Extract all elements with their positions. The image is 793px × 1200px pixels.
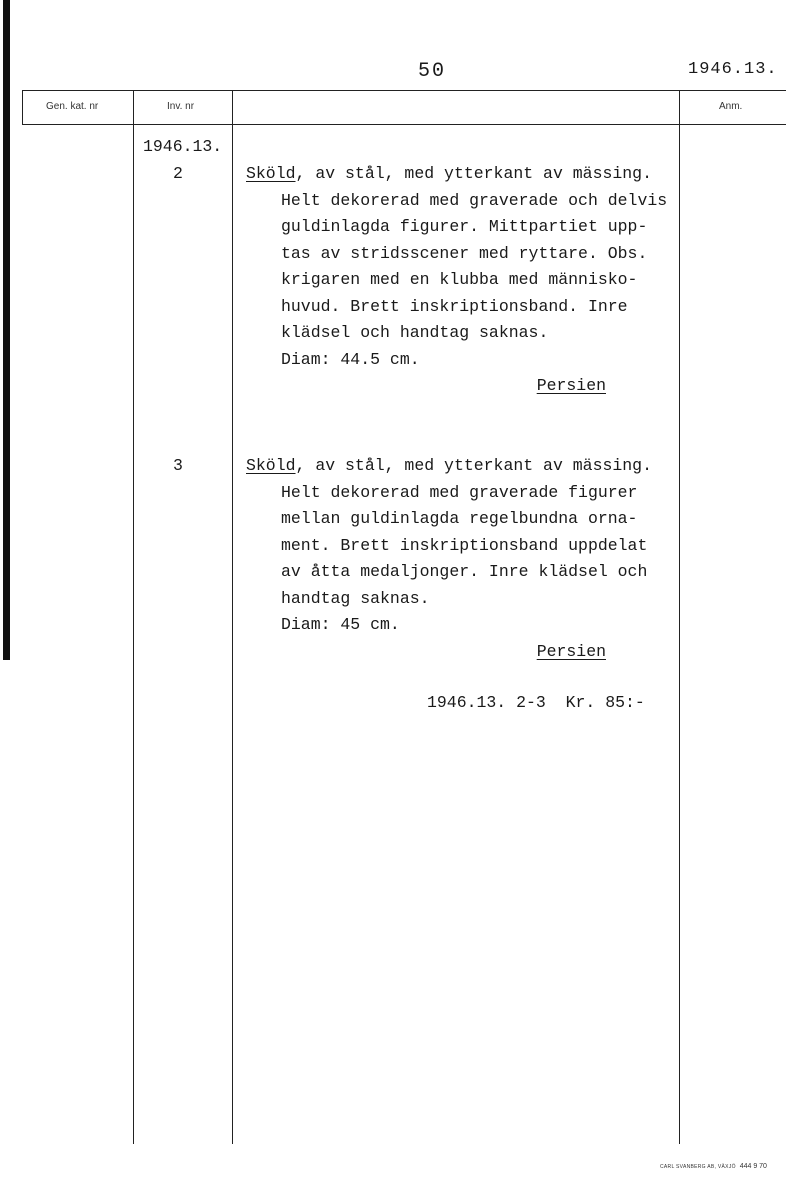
entry-line: Helt dekorerad med graverade och delvis — [281, 190, 668, 210]
entry-first-line-rest: , av stål, med ytterkant av mässing. — [295, 456, 652, 475]
entry-line: Diam: 45 cm. — [281, 615, 400, 634]
entry-title: Sköld — [246, 456, 296, 475]
entry-origin: Persien — [536, 641, 606, 661]
entry-line: guldinlagda figurer. Mittpartiet upp- — [281, 217, 648, 236]
entry-line: handtag saknas. — [281, 588, 430, 608]
entry-line: mellan guldinlagda regelbundna orna- — [281, 509, 638, 528]
inv-number: 3 — [173, 456, 183, 475]
page-number: 50 — [418, 60, 447, 83]
entry-line: tas av stridsscener med ryttare. Obs. — [281, 243, 648, 263]
column-header-anm: Anm. — [719, 101, 743, 112]
entry-title: Sköld — [246, 164, 296, 183]
entry-line: huvud. Brett inskriptionsband. Inre — [281, 296, 628, 316]
column-divider-inv-desc — [232, 90, 233, 1144]
column-divider-gen-inv — [133, 90, 134, 1144]
entry-first-line — [246, 161, 667, 188]
column-header-inv: Inv. nr — [167, 101, 195, 112]
entry-line: krigaren med en klubba med människo- — [281, 270, 638, 289]
column-header-gen-kat: Gen. kat. nr — [46, 101, 99, 112]
printer-name: CARL SVANBERG AB, VÄXJÖ — [660, 1164, 736, 1170]
inv-number: 2 — [173, 164, 183, 183]
price-note: 1946.13. 2-3 Kr. 85:- — [427, 693, 645, 712]
binding-margin-bar — [3, 0, 10, 660]
printer-footer — [660, 1163, 767, 1170]
entry-line: av åtta medaljonger. Inre klädsel och — [281, 562, 648, 581]
column-divider-desc-anm — [679, 90, 680, 1144]
entry-line: klädsel och handtag saknas. — [281, 323, 549, 342]
entry-line: ment. Brett inskriptionsband uppdelat — [281, 535, 648, 555]
page-reference: 1946.13. — [688, 60, 778, 79]
entry-first-line — [246, 453, 652, 480]
entry-line: Diam: 44.5 cm. — [281, 349, 420, 369]
entry-line: Helt dekorerad med graverade figurer — [281, 482, 638, 502]
entry-origin: Persien — [536, 376, 606, 395]
group-number: 1946.13. — [143, 137, 223, 156]
entry-description — [246, 453, 652, 665]
entry-description — [246, 161, 667, 400]
entry-first-line-rest: , av stål, med ytterkant av mässing. — [295, 164, 652, 183]
header-bottom-rule — [22, 124, 786, 125]
header-top-rule — [22, 90, 786, 91]
form-code: 444 9 70 — [739, 1163, 767, 1170]
column-divider-left — [22, 90, 23, 125]
